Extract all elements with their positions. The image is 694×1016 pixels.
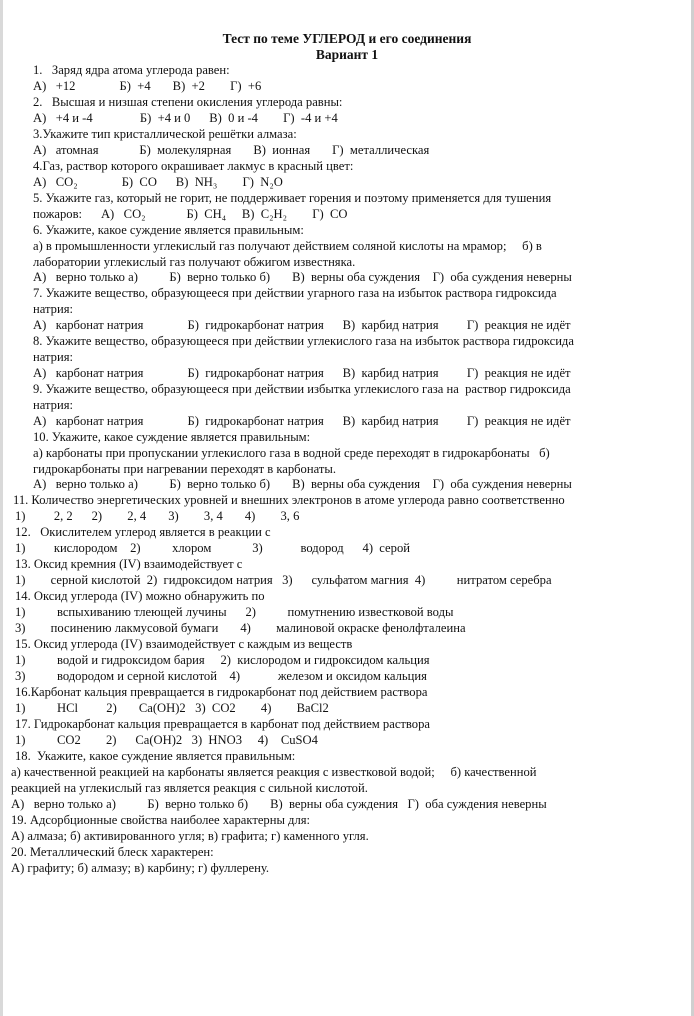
question-6: 6. Укажите, какое суждение является правильным: <box>33 223 304 237</box>
question-6-options: А) верно только а) Б) верно только б) В) верны оба суждения Г) оба суждения неверны <box>33 270 572 284</box>
question-7-options: А) карбонат натрия Б) гидрокарбонат натрия В) карбид натрия Г) реакция не идёт <box>33 318 571 332</box>
question-18-statement-b: реакцией на углекислый газ является реакция с сильной кислотой. <box>11 781 368 795</box>
question-2-options: А) +4 и -4 Б) +4 и 0 В) 0 и -4 Г) -4 и +4 <box>33 111 338 125</box>
question-12: 12. Окислителем углерод является в реакции с <box>15 525 271 539</box>
question-19: 19. Адсорбционные свойства наиболее характерны для: <box>11 813 311 827</box>
question-5-options: пожаров: А) CO₂ Б) CH₄ В) C₂H₂ Г) CO <box>33 207 348 221</box>
question-15-options-1-2: 1) водой и гидроксидом бария 2) кислородом и гидроксидом кальция <box>15 653 430 667</box>
question-14: 14. Оксид углерода (IV) можно обнаружить по <box>15 589 265 603</box>
variant-label: Вариант 1 <box>315 47 379 62</box>
question-6-statement-a: а) в промышленности углекислый газ получают действием соляной кислоты на мрамор; б) в <box>33 239 542 253</box>
question-20: 20. Металлический блеск характерен: <box>11 845 214 859</box>
question-4: 4.Газ, раствор которого окрашивает лакмус в красный цвет: <box>33 159 354 173</box>
question-14-options-3-4: 3) посинению лакмусовой бумаги 4) малиновой окраске фенолфталеина <box>15 621 466 635</box>
question-17-options: 1) CO2 2) Ca(OH)2 3) HNO3 4) CuSO4 <box>15 733 318 747</box>
question-20-options: А) графиту; б) алмазу; в) карбину; г) фуллерену. <box>11 861 270 875</box>
question-16: 16.Карбонат кальция превращается в гидрокарбонат под действием раствора <box>15 685 428 699</box>
question-17: 17. Гидрокарбонат кальция превращается в карбонат под действием раствора <box>15 717 430 731</box>
page-edge-left <box>0 0 3 1016</box>
question-10-statement-a: а) карбонаты при пропускании углекислого газа в водной среде переходят в гидрокарбонаты б) <box>33 446 550 460</box>
question-18-options: А) верно только а) Б) верно только б) В) верны оба суждения Г) оба суждения неверны <box>11 797 547 811</box>
question-3-options: А) атомная Б) молекулярная В) ионная Г) металлическая <box>33 143 430 157</box>
question-18-statement-a: а) качественной реакцией на карбонаты является реакция с известковой водой; б) качественной <box>11 765 537 779</box>
question-15: 15. Оксид углерода (IV) взаимодействует с каждым из веществ <box>15 637 353 651</box>
question-10-statement-b: гидрокарбонаты при нагревании переходят в карбонаты. <box>33 462 336 476</box>
question-8: 8. Укажите вещество, образующееся при действии углекислого газа на избыток раствора гидроксида <box>33 334 574 348</box>
document-title: Тест по теме УГЛЕРОД и его соединения <box>222 31 472 46</box>
question-9-options: А) карбонат натрия Б) гидрокарбонат натрия В) карбид натрия Г) реакция не идёт <box>33 414 571 428</box>
question-18: 18. Укажите, какое суждение является правильным: <box>15 749 296 763</box>
question-12-options: 1) кислородом 2) хлором 3) водород 4) серой <box>15 541 410 555</box>
question-5: 5. Укажите газ, который не горит, не поддерживает горения и поэтому применяется для тушения <box>33 191 552 205</box>
question-19-options: А) алмаза; б) активированного угля; в) графита; г) каменного угля. <box>11 829 369 843</box>
question-1: 1. Заряд ядра атома углерода равен: <box>33 63 230 77</box>
question-11-options: 1) 2, 2 2) 2, 4 3) 3, 4 4) 3, 6 <box>15 509 300 523</box>
question-11: 11. Количество энергетических уровней и внешних электронов в атоме углерода равно соответственно <box>13 493 565 507</box>
question-8-cont: натрия: <box>33 350 73 364</box>
question-1-options: А) +12 Б) +4 В) +2 Г) +6 <box>33 79 262 93</box>
question-7-cont: натрия: <box>33 302 73 316</box>
question-6-statement-b: лаборатории углекислый газ получают обжигом известняка. <box>33 255 356 269</box>
question-16-options: 1) HCl 2) Ca(OH)2 3) CO2 4) BaCl2 <box>15 701 329 715</box>
question-15-options-3-4: 3) водородом и серной кислотой 4) железом и оксидом кальция <box>15 669 427 683</box>
question-3: 3.Укажите тип кристаллической решётки алмаза: <box>33 127 297 141</box>
question-9-cont: натрия: <box>33 398 73 412</box>
question-2: 2. Высшая и низшая степени окисления углерода равны: <box>33 95 343 109</box>
question-13-options: 1) серной кислотой 2) гидроксидом натрия 3) сульфатом магния 4) нитратом серебра <box>15 573 552 587</box>
question-13: 13. Оксид кремния (IV) взаимодействует с <box>15 557 243 571</box>
question-4-options: А) CO₂ Б) CO В) NH₃ Г) N₂O <box>33 175 283 189</box>
question-7: 7. Укажите вещество, образующееся при действии угарного газа на избыток раствора гидроксида <box>33 286 557 300</box>
question-8-options: А) карбонат натрия Б) гидрокарбонат натрия В) карбид натрия Г) реакция не идёт <box>33 366 571 380</box>
question-10: 10. Укажите, какое суждение является правильным: <box>33 430 311 444</box>
question-10-options: А) верно только а) Б) верно только б) В) верны оба суждения Г) оба суждения неверны <box>33 477 572 491</box>
question-9: 9. Укажите вещество, образующееся при действии избытка углекислого газа на раствор гидроксида <box>33 382 571 396</box>
question-14-options-1-2: 1) вспыхиванию тлеющей лучины 2) помутнению известковой воды <box>15 605 454 619</box>
